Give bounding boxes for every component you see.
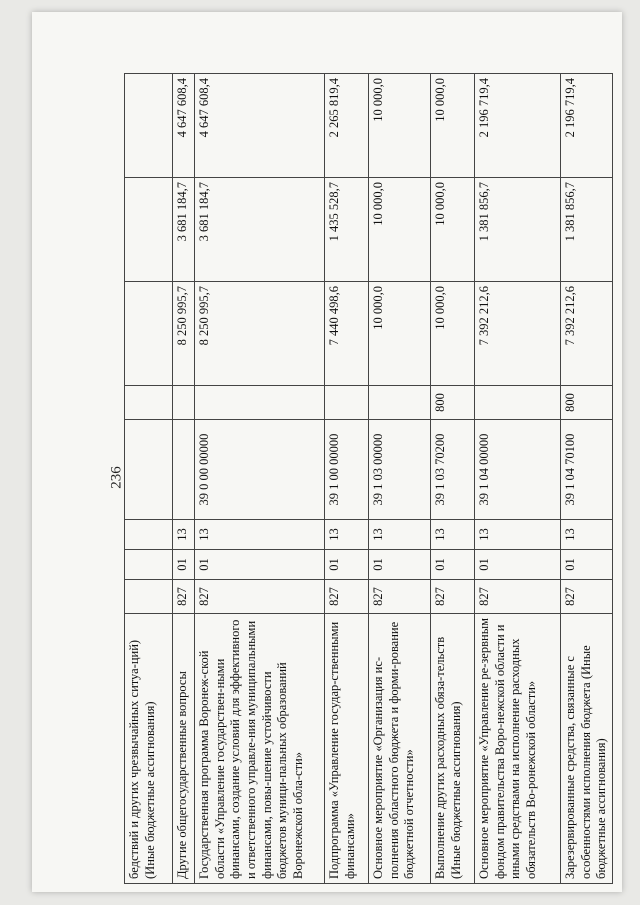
cell-year1 [125, 282, 173, 386]
cell-pr: 13 [475, 520, 561, 550]
cell-year1: 10 000,0 [431, 282, 475, 386]
cell-year3: 2 196 719,4 [561, 74, 613, 178]
row-name: Основное мероприятие «Организация ис-полнения областного бюджета и форми-рование бюджетной отчетности» [369, 614, 431, 884]
cell-year3: 4 647 608,4 [173, 74, 195, 178]
table-row [561, 74, 613, 884]
cell-gr: 827 [325, 580, 369, 614]
cell-rz: 01 [173, 550, 195, 580]
row-name: Основное мероприятие «Управление ре-зервным фондом правительства Воро-нежской области и иными средствами на исполнение расходных обязательств Во-ронежской области» [475, 614, 561, 884]
budget-table [124, 73, 613, 884]
row-name: бедствий и других чрезвычайных ситуа-ций) (Иные бюджетные ассигнования) [125, 614, 173, 884]
cell-vr: 800 [561, 386, 613, 420]
rotated-table-wrapper [124, 74, 609, 884]
cell-rz [125, 550, 173, 580]
cell-rz: 01 [325, 550, 369, 580]
cell-year2 [125, 178, 173, 282]
table-row [431, 74, 475, 884]
rotated-table-frame [124, 74, 609, 884]
cell-pr: 13 [173, 520, 195, 550]
cell-year3: 2 265 819,4 [325, 74, 369, 178]
cell-pr [125, 520, 173, 550]
cell-csr [173, 420, 195, 520]
cell-pr: 13 [431, 520, 475, 550]
cell-pr: 13 [325, 520, 369, 550]
cell-vr [173, 386, 195, 420]
cell-csr: 39 1 04 00000 [475, 420, 561, 520]
cell-csr: 39 1 03 00000 [369, 420, 431, 520]
row-name: Другие общегосударственные вопросы [173, 614, 195, 884]
cell-csr: 39 1 00 00000 [325, 420, 369, 520]
cell-vr [195, 386, 325, 420]
cell-vr [369, 386, 431, 420]
cell-gr: 827 [561, 580, 613, 614]
cell-year1: 8 250 995,7 [173, 282, 195, 386]
cell-gr [125, 580, 173, 614]
cell-year2: 1 381 856,7 [561, 178, 613, 282]
cell-year2: 10 000,0 [369, 178, 431, 282]
cell-vr [475, 386, 561, 420]
cell-year1: 7 440 498,6 [325, 282, 369, 386]
cell-rz: 01 [475, 550, 561, 580]
cell-year3: 4 647 608,4 [195, 74, 325, 178]
cell-gr: 827 [195, 580, 325, 614]
cell-pr: 13 [369, 520, 431, 550]
cell-year1: 7 392 212,6 [561, 282, 613, 386]
cell-year2: 3 681 184,7 [173, 178, 195, 282]
cell-csr: 39 1 03 70200 [431, 420, 475, 520]
cell-year1: 10 000,0 [369, 282, 431, 386]
cell-rz: 01 [195, 550, 325, 580]
cell-year3: 10 000,0 [431, 74, 475, 178]
cell-year1: 7 392 212,6 [475, 282, 561, 386]
cell-rz: 01 [369, 550, 431, 580]
cell-gr: 827 [475, 580, 561, 614]
cell-rz: 01 [561, 550, 613, 580]
cell-csr: 39 1 04 70100 [561, 420, 613, 520]
cell-year2: 10 000,0 [431, 178, 475, 282]
cell-year3: 2 196 719,4 [475, 74, 561, 178]
cell-pr: 13 [195, 520, 325, 550]
cell-year3: 10 000,0 [369, 74, 431, 178]
table-row [369, 74, 431, 884]
cell-year3 [125, 74, 173, 178]
cell-year2: 3 681 184,7 [195, 178, 325, 282]
cell-rz: 01 [431, 550, 475, 580]
cell-gr: 827 [369, 580, 431, 614]
row-name: Зарезервированные средства, связанные с особенностями исполнения бюджета (Иные бюджетные ассигнования) [561, 614, 613, 884]
cell-vr [125, 386, 173, 420]
table-row [475, 74, 561, 884]
table-row [195, 74, 325, 884]
cell-vr [325, 386, 369, 420]
cell-gr: 827 [173, 580, 195, 614]
cell-csr [125, 420, 173, 520]
table-row [325, 74, 369, 884]
page-number: 236 [108, 466, 125, 489]
cell-csr: 39 0 00 00000 [195, 420, 325, 520]
row-name: Государственная программа Воронеж-ской области «Управление государствен-ными финансами, создание условий для эффективного и ответственного управле-ния муниципальными финансами, повы-шение устойчивости бюджетов муници-пальных образований Воронежской обла-сти» [195, 614, 325, 884]
table-row [173, 74, 195, 884]
row-name: Подпрограмма «Управление государ-ственными финансами» [325, 614, 369, 884]
cell-gr: 827 [431, 580, 475, 614]
cell-year2: 1 381 856,7 [475, 178, 561, 282]
document-page [32, 12, 622, 892]
cell-year2: 1 435 528,7 [325, 178, 369, 282]
cell-pr: 13 [561, 520, 613, 550]
table-row [125, 74, 173, 884]
cell-vr: 800 [431, 386, 475, 420]
cell-year1: 8 250 995,7 [195, 282, 325, 386]
row-name: Выполнение других расходных обяза-тельств (Иные бюджетные ассигнования) [431, 614, 475, 884]
